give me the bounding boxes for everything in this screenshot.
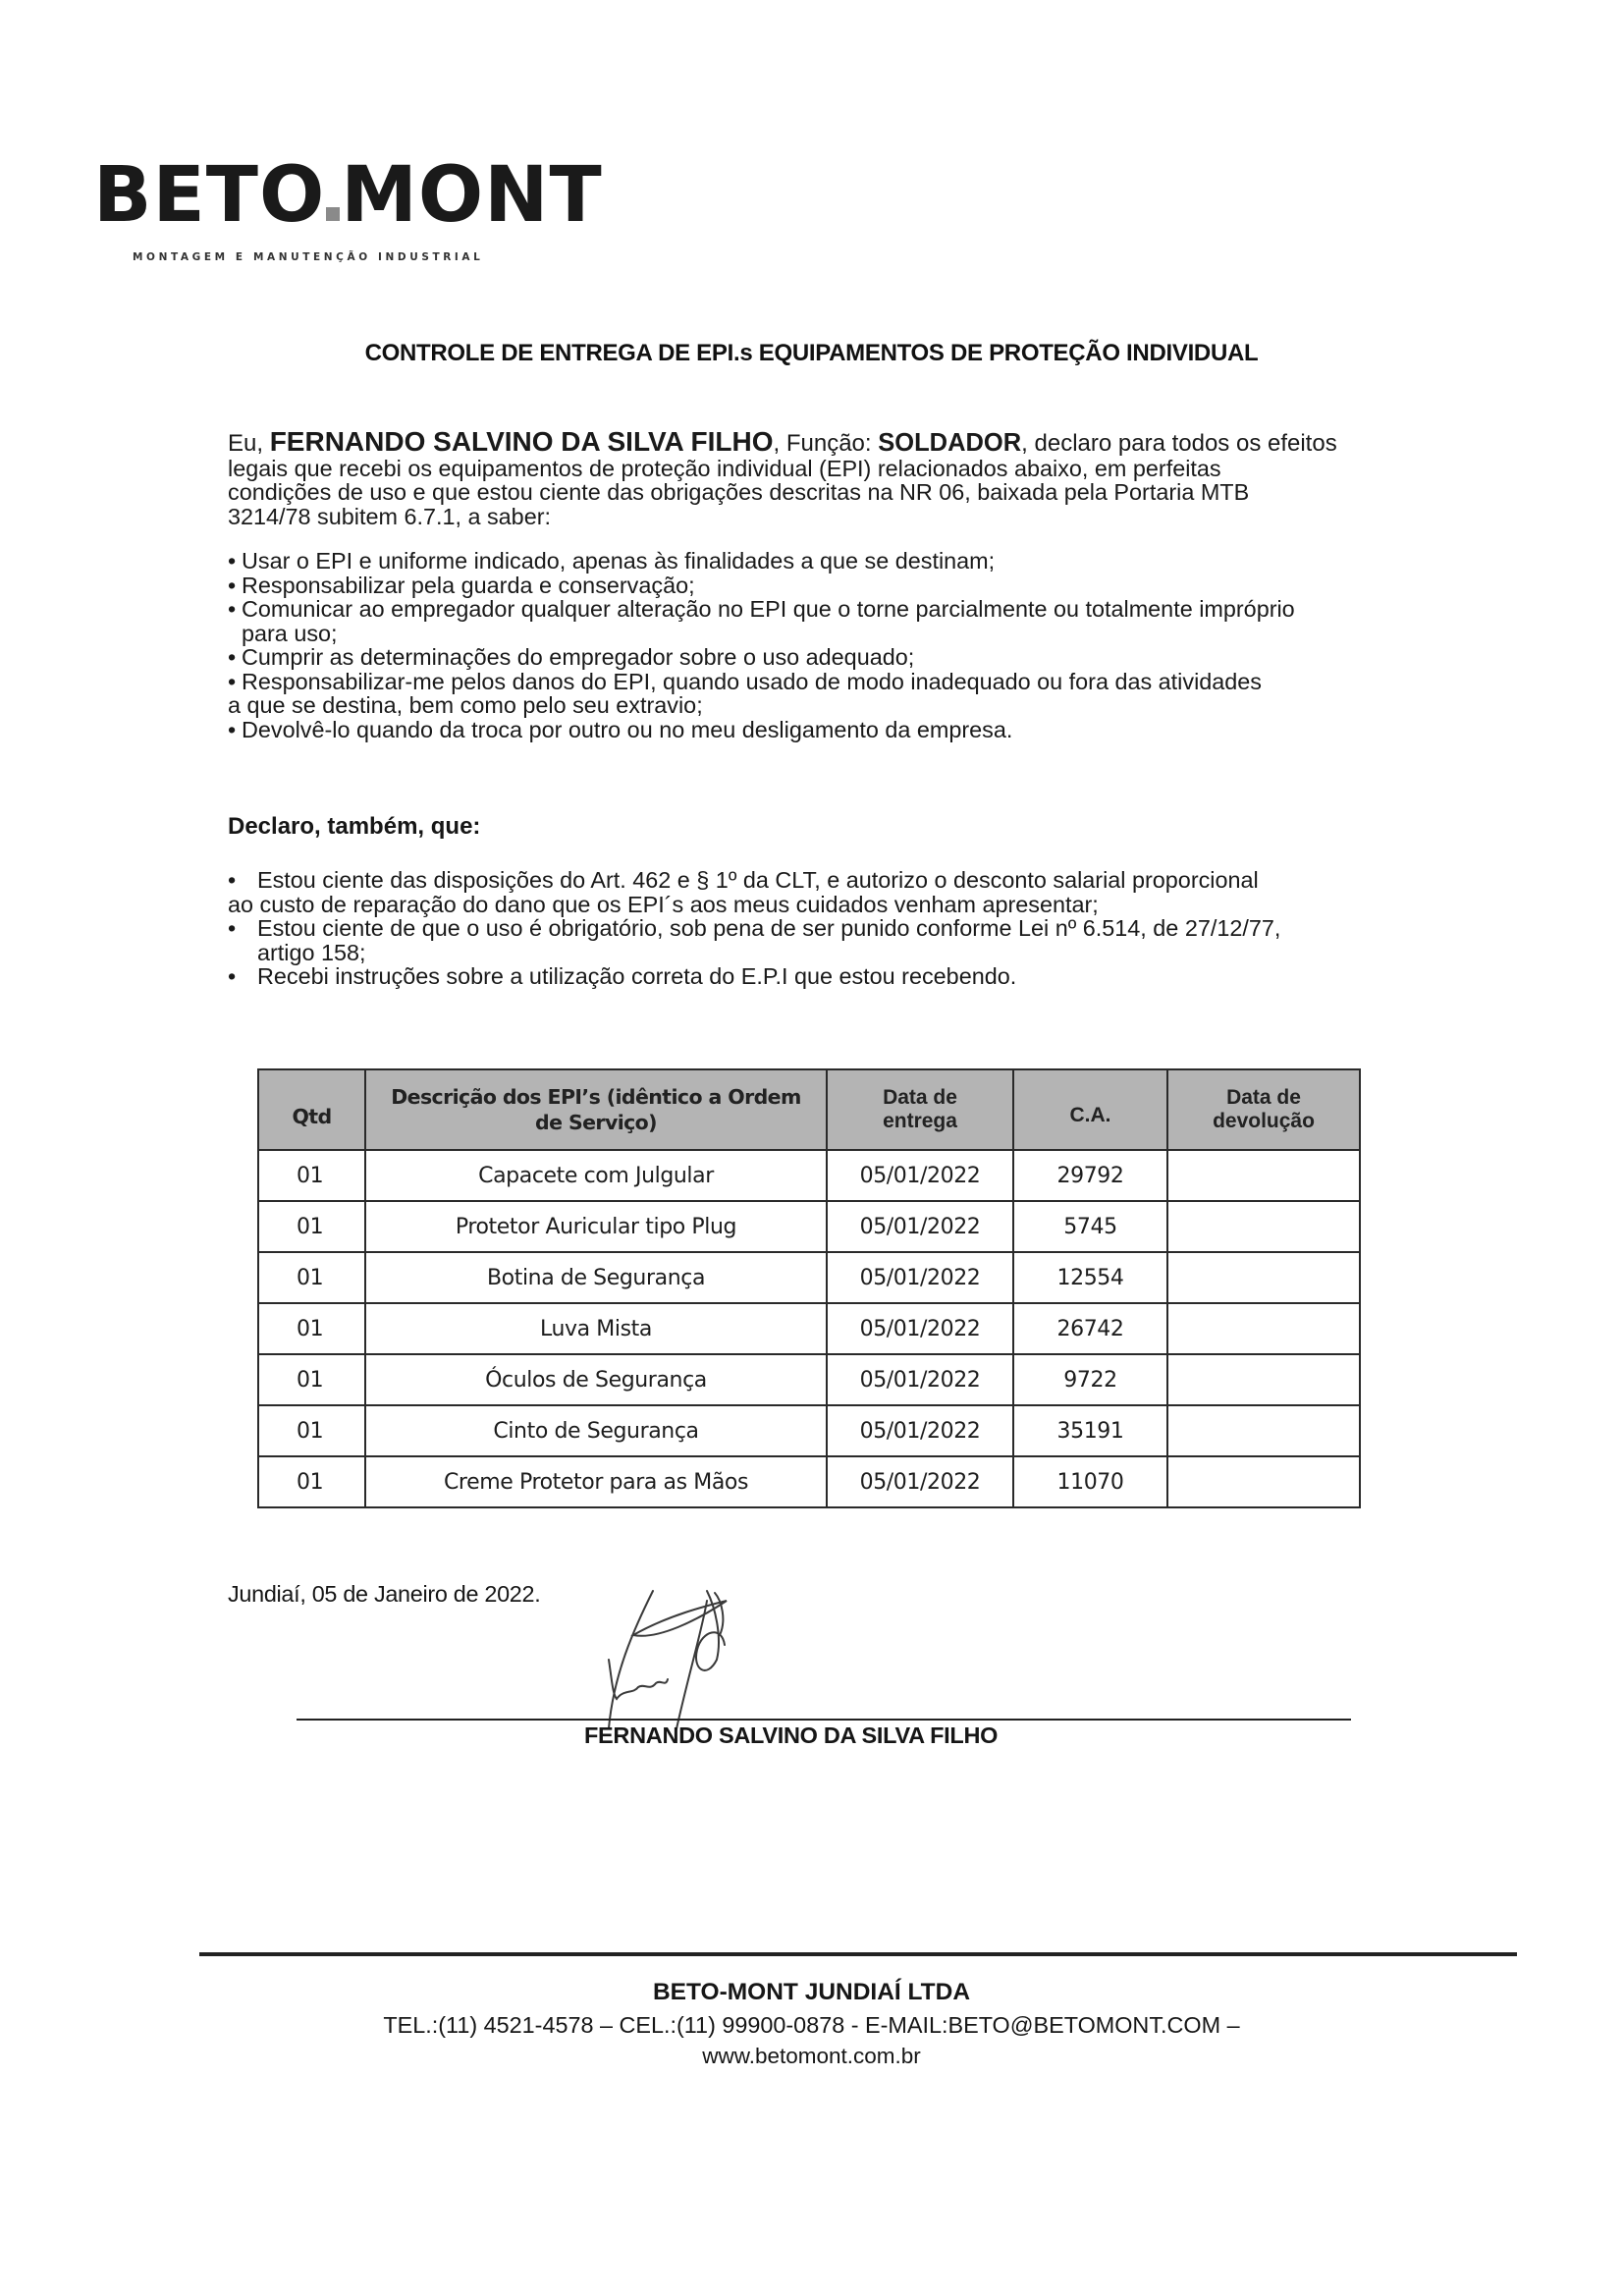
- obligation-text: Usar o EPI e uniforme indicado, apenas às finalidades a que se destinam;: [242, 548, 996, 574]
- signature-stroke: [609, 1591, 653, 1728]
- header-qtd: [258, 1069, 365, 1150]
- footer-company-name: BETO-MONT JUNDIAÍ LTDA: [652, 1979, 971, 2005]
- header-description-line2: de Serviço): [535, 1111, 657, 1134]
- employee-name: FERNANDO SALVINO DA SILVA FILHO: [269, 426, 774, 457]
- header-return-date: [1167, 1069, 1360, 1150]
- cell-qtd: 01: [258, 1252, 365, 1303]
- cell-description: Creme Protetor para as Mãos: [365, 1456, 827, 1507]
- logo-text-mont: MONT: [341, 151, 603, 240]
- handwritten-signature-icon: [579, 1581, 805, 1738]
- header-ca-text: C.A.: [1069, 1104, 1111, 1126]
- header-delivery-date: [827, 1069, 1013, 1150]
- cell-qtd: 01: [258, 1354, 365, 1405]
- intro-prefix: Eu,: [228, 430, 270, 457]
- obligation-text: Devolvê-lo quando da troca por outro ou no meu desligamento da empresa.: [242, 716, 1013, 742]
- header-qtd-text: Qtd: [292, 1105, 332, 1128]
- header-return-line1: Data de: [1226, 1086, 1301, 1109]
- declaration-text-continued: artigo 158;: [257, 939, 366, 965]
- cell-description: Botina de Segurança: [365, 1252, 827, 1303]
- bullet-icon: •: [228, 548, 237, 574]
- header-return-line2: devolução: [1213, 1110, 1315, 1132]
- cell-return-date[interactable]: [1167, 1252, 1360, 1303]
- function-value: SOLDADOR: [878, 429, 1022, 457]
- logo-dot-icon: [326, 207, 340, 221]
- logo-tagline: MONTAGEM E MANUTENÇÃO INDUSTRIAL: [133, 251, 484, 263]
- header-description-line1: Descrição dos EPI’s (idêntico a Ordem: [391, 1085, 801, 1109]
- footer-website-link[interactable]: www.betomont.com.br: [702, 2044, 921, 2068]
- function-label: , Função:: [773, 430, 879, 457]
- cell-return-date[interactable]: [1167, 1354, 1360, 1405]
- cell-delivery-date: 05/01/2022: [827, 1303, 1013, 1354]
- obligation-item: [228, 670, 1435, 718]
- cell-description: Luva Mista: [365, 1303, 827, 1354]
- cell-return-date[interactable]: [1167, 1150, 1360, 1201]
- cell-qtd: 01: [258, 1303, 365, 1354]
- company-logo: [93, 151, 603, 263]
- declaration-heading: Declaro, também, que:: [228, 813, 481, 840]
- obligation-item: [228, 645, 1435, 670]
- obligation-item: [228, 549, 1435, 574]
- obligation-item: [228, 597, 1435, 645]
- cell-return-date[interactable]: [1167, 1303, 1360, 1354]
- cell-qtd: 01: [258, 1150, 365, 1201]
- table-header-row: [258, 1069, 1360, 1150]
- footer-contact: TEL.:(11) 4521-4578 – CEL.:(11) 99900-0878 - E-MAIL:BETO@BETOMONT.COM –: [383, 2012, 1240, 2038]
- bullet-icon: •: [228, 644, 237, 670]
- bullet-icon: •: [228, 668, 237, 694]
- signatory-name: FERNANDO SALVINO DA SILVA FILHO: [584, 1722, 999, 1748]
- cell-description: Protetor Auricular tipo Plug: [365, 1201, 827, 1252]
- cell-qtd: 01: [258, 1405, 365, 1456]
- declaration-text: Estou ciente das disposições do Art. 462 e § 1º da CLT, e autorizo o desconto salarial proporcional: [257, 867, 1259, 893]
- header-description: [365, 1069, 827, 1150]
- cell-delivery-date: 05/01/2022: [827, 1405, 1013, 1456]
- cell-ca: 5745: [1013, 1201, 1167, 1252]
- declaration-text-continued: ao custo de reparação do dano que os EPI´s aos meus cuidados venham apresentar;: [228, 891, 1099, 917]
- cell-delivery-date: 05/01/2022: [827, 1456, 1013, 1507]
- obligation-text: Cumprir as determinações do empregador sobre o uso adequado;: [242, 644, 915, 670]
- table-row: [258, 1150, 1360, 1201]
- intro-line-3: condições de uso e que estou ciente das obrigações descritas na NR 06, baixada pela Portaria MTB: [228, 479, 1250, 505]
- bullet-icon: •: [228, 716, 237, 742]
- bullet-icon: •: [228, 867, 237, 893]
- bullet-icon: •: [228, 915, 237, 941]
- cell-description: Cinto de Segurança: [365, 1405, 827, 1456]
- obligation-text-continued: a que se destina, bem como pelo seu extravio;: [228, 692, 703, 718]
- declaration-item: [228, 868, 1435, 916]
- obligation-text: Comunicar ao empregador qualquer alteração no EPI que o torne parcialmente ou totalmente impróprio: [242, 596, 1295, 622]
- footer-divider: [199, 1952, 1517, 1956]
- obligations-list: [228, 549, 1435, 741]
- cell-qtd: 01: [258, 1456, 365, 1507]
- cell-return-date[interactable]: [1167, 1405, 1360, 1456]
- cell-delivery-date: 05/01/2022: [827, 1201, 1013, 1252]
- cell-delivery-date: 05/01/2022: [827, 1252, 1013, 1303]
- bullet-icon: •: [228, 572, 237, 598]
- cell-description: Capacete com Julgular: [365, 1150, 827, 1201]
- cell-description: Óculos de Segurança: [365, 1354, 827, 1405]
- header-delivery-line2: entrega: [883, 1110, 957, 1132]
- table-row: [258, 1405, 1360, 1456]
- table-row: [258, 1456, 1360, 1507]
- document-title: CONTROLE DE ENTREGA DE EPI.s EQUIPAMENTOS DE PROTEÇÃO INDIVIDUAL: [364, 340, 1259, 366]
- cell-ca: 12554: [1013, 1252, 1167, 1303]
- header-ca: [1013, 1069, 1167, 1150]
- bullet-icon: •: [228, 963, 237, 989]
- table-row: [258, 1201, 1360, 1252]
- obligation-text-continued: para uso;: [242, 620, 338, 646]
- cell-ca: 11070: [1013, 1456, 1167, 1507]
- declaration-text: Recebi instruções sobre a utilização correta do E.P.I que estou recebendo.: [257, 963, 1017, 989]
- place-and-date: Jundiaí, 05 de Janeiro de 2022.: [228, 1581, 541, 1607]
- cell-return-date[interactable]: [1167, 1456, 1360, 1507]
- intro-line-1-rest: , declaro para todos os efeitos: [1021, 430, 1337, 457]
- logo-wordmark: [93, 151, 603, 240]
- obligation-text: Responsabilizar-me pelos danos do EPI, quando usado de modo inadequado ou fora das atividades: [242, 668, 1262, 694]
- intro-line-2: legais que recebi os equipamentos de proteção individual (EPI) relacionados abaixo, em perfeitas: [228, 455, 1221, 481]
- declaration-text: Estou ciente de que o uso é obrigatório, sob pena de ser punido conforme Lei nº 6.514, de 27/12/77,: [257, 915, 1281, 941]
- table-row: [258, 1252, 1360, 1303]
- logo-text-beto: BETO: [93, 151, 326, 240]
- table-row: [258, 1303, 1360, 1354]
- intro-line-1: [228, 426, 1435, 457]
- header-delivery-line1: Data de: [883, 1086, 957, 1109]
- intro-line-4: 3214/78 subitem 6.7.1, a saber:: [228, 503, 551, 529]
- declaration-item: [228, 964, 1435, 989]
- cell-delivery-date: 05/01/2022: [827, 1150, 1013, 1201]
- cell-ca: 9722: [1013, 1354, 1167, 1405]
- obligation-item: [228, 718, 1435, 742]
- intro-paragraph: [228, 426, 1435, 529]
- cell-ca: 26742: [1013, 1303, 1167, 1354]
- cell-ca: 29792: [1013, 1150, 1167, 1201]
- epi-delivery-table: [257, 1068, 1361, 1508]
- bullet-icon: •: [228, 596, 237, 622]
- obligation-text: Responsabilizar pela guarda e conservação;: [242, 572, 695, 598]
- declaration-item: [228, 916, 1435, 964]
- declaration-list: [228, 868, 1435, 989]
- obligation-item: [228, 574, 1435, 598]
- cell-delivery-date: 05/01/2022: [827, 1354, 1013, 1405]
- table-row: [258, 1354, 1360, 1405]
- cell-ca: 35191: [1013, 1405, 1167, 1456]
- cell-return-date[interactable]: [1167, 1201, 1360, 1252]
- signature-line: [297, 1719, 1351, 1721]
- cell-qtd: 01: [258, 1201, 365, 1252]
